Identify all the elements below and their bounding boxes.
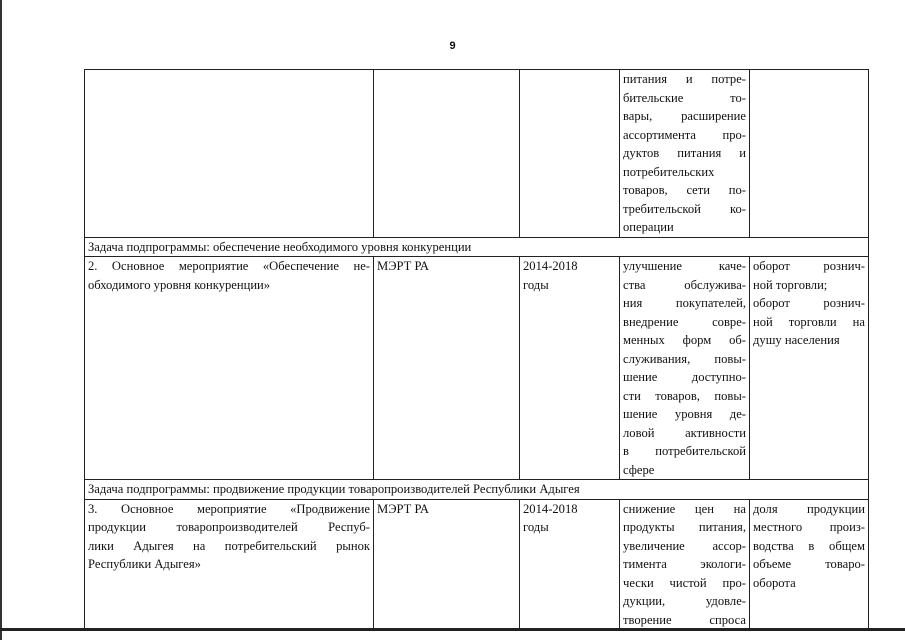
text-line: служивания, повы-: [623, 351, 746, 366]
text-line: обходимого уровня конкуренции»: [88, 277, 271, 292]
cell-indicator: [750, 257, 869, 480]
text-line: годы: [523, 277, 549, 292]
program-table: [84, 69, 869, 630]
text-line: дуктов питания и: [623, 146, 746, 160]
text-line: сти товаров, повы-: [623, 388, 746, 403]
text-line: шение доступно-: [623, 370, 746, 384]
text-line: оборота: [753, 575, 796, 590]
text-line: дукции, удовле-: [623, 594, 746, 608]
text-line: лики Адыгея на потребительский рынок: [88, 538, 370, 553]
text-line: питания и потре-: [623, 72, 746, 86]
text-line: Республики Адыгея»: [88, 557, 201, 571]
text-line: оборот рознич-: [753, 296, 865, 310]
table-row-task-heading: [85, 237, 869, 257]
page-number: 9: [449, 40, 456, 52]
text-line: улучшение каче-: [623, 259, 746, 273]
text-line: внедрение совре-: [623, 314, 746, 329]
text-line: увеличение ассор-: [623, 538, 746, 553]
text-line: ства обслужива-: [623, 277, 746, 292]
text-line: водства в общем: [753, 538, 865, 553]
text-line: продукции товаропроизводителей Респуб-: [88, 520, 370, 534]
text-line: менных форм об-: [623, 333, 746, 347]
text-line: ассортимента про-: [623, 127, 746, 142]
text-line: объеме товаро-: [753, 557, 865, 571]
cell-executor: МЭРТ РА: [374, 499, 520, 630]
text-line: бительские то-: [623, 90, 746, 105]
text-line: требительской ко-: [623, 201, 746, 216]
text-line: 2014-2018: [523, 501, 578, 516]
cell-indicator-empty: [750, 70, 869, 238]
text-line: продукты питания,: [623, 520, 746, 534]
text-line: 2014-2018: [523, 259, 578, 273]
text-line: местного произ-: [753, 520, 865, 534]
text-line: доля продукции: [753, 501, 865, 516]
text-line: чески чистой про-: [623, 575, 746, 590]
text-line: операции: [623, 220, 674, 234]
text-line: оборот рознич-: [753, 259, 865, 273]
text-line: товаров, сети по-: [623, 183, 746, 197]
text-line: шение уровня де-: [623, 407, 746, 421]
cell-executor-empty: [374, 70, 520, 238]
task-heading-products: Задача подпрограммы: продвижение продукции товаропроизводителей Республики Адыгея: [85, 480, 869, 500]
table-row-event-2: [85, 257, 869, 480]
cell-event: [85, 257, 374, 480]
text-line: снижение цен на: [623, 501, 746, 516]
cell-result: [620, 257, 750, 480]
text-line: 2. Основное мероприятие «Обеспечение не-: [88, 259, 370, 273]
text-line: 3. Основное мероприятие «Продвижение: [88, 501, 370, 516]
text-line: ной торговли на: [753, 314, 865, 329]
text-line: вары, расширение: [623, 109, 746, 123]
cell-period-empty: [520, 70, 620, 238]
text-line: годы: [523, 520, 549, 534]
table-row-event-3: [85, 499, 869, 630]
cell-event-empty: [85, 70, 374, 238]
task-heading-competition: Задача подпрограммы: обеспечение необходимого уровня конкуренции: [85, 237, 869, 257]
text-line: ной торговли;: [753, 277, 828, 292]
text-line: сфере: [623, 462, 655, 477]
cell-result-carryover: [620, 70, 750, 238]
text-line: творение спроса: [623, 612, 746, 627]
page-left-edge: [0, 0, 2, 640]
text-line: потребительских: [623, 164, 715, 179]
cell-period: [520, 257, 620, 480]
text-line: в потребительской: [623, 444, 746, 458]
cell-executor: МЭРТ РА: [374, 257, 520, 480]
cell-indicator: [750, 499, 869, 630]
text-line: тимента экологи-: [623, 557, 746, 571]
text-line: ния покупателей,: [623, 296, 746, 310]
cell-result: [620, 499, 750, 630]
cell-event: [85, 499, 374, 630]
text-line: ловой активности: [623, 425, 746, 440]
table-row-carryover: [85, 70, 869, 238]
text-line: душу населения: [753, 333, 840, 347]
cell-period: [520, 499, 620, 630]
table-row-task-heading: [85, 480, 869, 500]
